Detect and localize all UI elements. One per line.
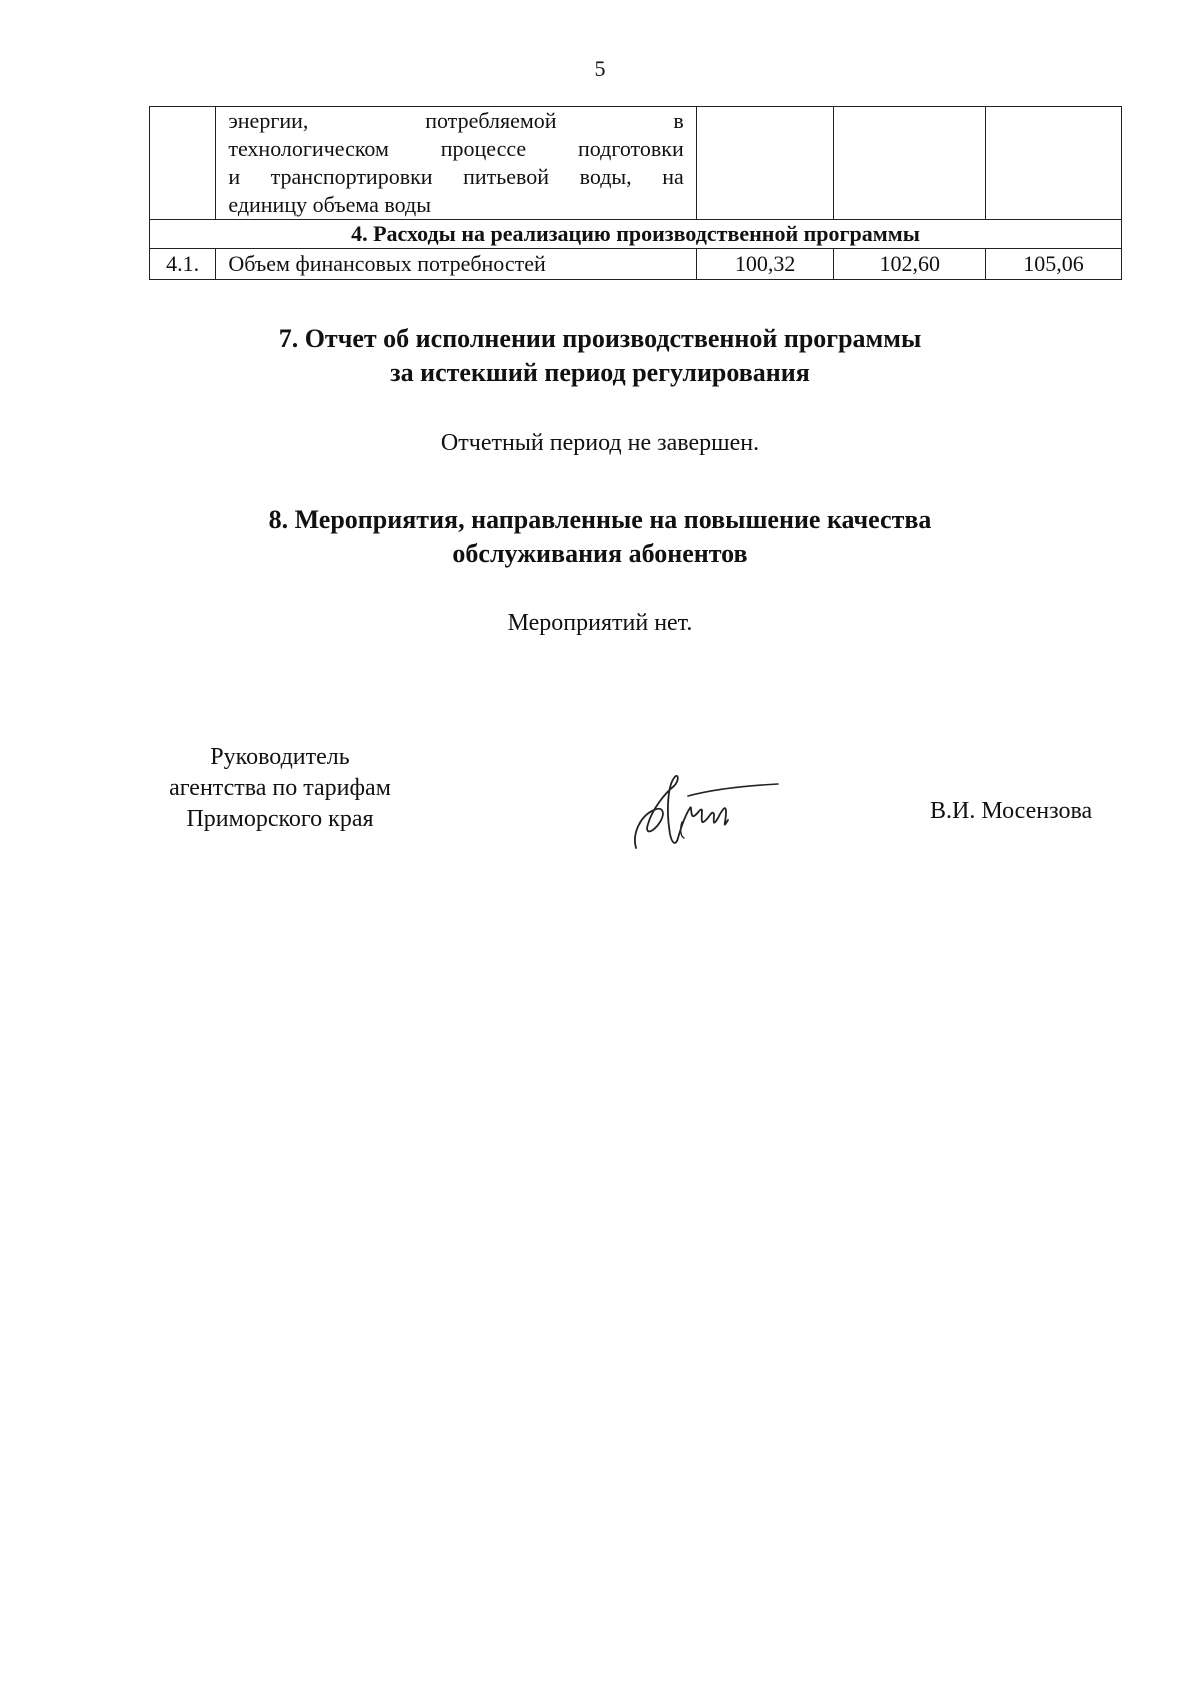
tariff-table [149,106,1122,280]
section-8-text: Мероприятий нет. [507,610,693,636]
row-number: 4.1. [150,249,216,280]
signer-title-line-1: Руководитель [210,744,350,770]
continued-line-1 [228,107,683,135]
section-8-title-line-2: обслуживания абонентов [452,539,748,568]
continued-word-2: потребляемой [425,108,557,133]
row-value-3: 105,06 [986,249,1122,280]
row-name: Объем финансовых потребностей [216,249,696,280]
continued-word-1: энергии, [228,108,309,133]
continued-num-cell [150,107,216,220]
continued-line-3: и транспортировки питьевой воды, на [228,164,684,189]
section-7-title-line-1: 7. Отчет об исполнении производственной программы [278,324,922,353]
continued-value-cell-2 [834,107,986,220]
continued-value-cell-1 [696,107,834,220]
table-section-row [150,220,1122,249]
signer-title-line-3: Приморского края [186,806,374,832]
continued-name-cell [216,107,696,220]
section-7-text: Отчетный период не завершен. [440,430,760,456]
continued-line-4: единицу объема воды [228,192,432,217]
table-row-continued [150,107,1122,220]
continued-line-2: технологическом процессе подготовки [228,136,684,161]
table-row-4-1 [150,249,1122,280]
section-8-title-line-1: 8. Мероприятия, направленные на повышение качества [268,505,932,534]
table-section-header: 4. Расходы на реализацию производственной программы [150,220,1122,249]
row-value-2: 102,60 [834,249,986,280]
signer-title-line-2: агентства по тарифам [169,775,391,801]
signer-name: В.И. Мосензова [930,798,1093,824]
signer-title [140,742,420,835]
section-7-title-line-2: за истекший период регулирования [390,358,810,387]
continued-value-cell-3 [986,107,1122,220]
row-value-1: 100,32 [696,249,834,280]
handwritten-signature [630,764,790,852]
continued-word-3: в [673,108,684,133]
page-number: 5 [594,56,606,81]
